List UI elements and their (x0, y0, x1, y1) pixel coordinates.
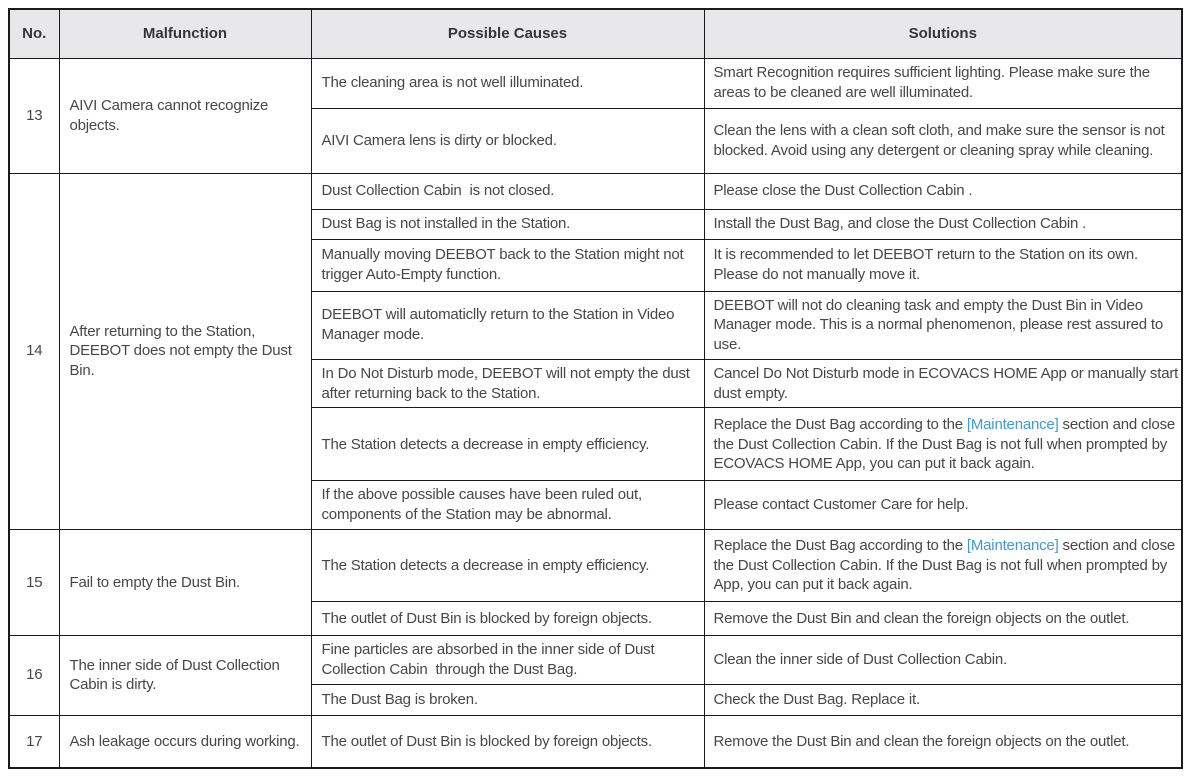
maintenance-link[interactable]: [Maintenance] (966, 536, 1059, 554)
troubleshooting-table (8, 8, 1183, 769)
table-header-row (9, 9, 1182, 58)
malfunction-cell: After returning to the Station, DEEBOT does not empty the Dust Bin. (59, 173, 311, 530)
solution-cell: Clean the lens with a clean soft cloth, and make sure the sensor is not blocked. Avoid using any detergent or cleaning spray while cleaning. (704, 108, 1182, 173)
solution-cell (704, 530, 1182, 602)
col-header-no: No. (9, 9, 59, 58)
solution-cell: Smart Recognition requires sufficient lighting. Please make sure the areas to be cleaned are well illuminated. (704, 58, 1182, 108)
cause-cell: The cleaning area is not well illuminated. (311, 58, 704, 108)
cause-cell: The Station detects a decrease in empty efficiency. (311, 530, 704, 602)
table-row (9, 530, 1182, 602)
row-number-14: 14 (9, 173, 59, 530)
solution-cell (704, 408, 1182, 481)
solution-cell: Please contact Customer Care for help. (704, 481, 1182, 530)
solution-text: section and close the Dust Collection Cabin. If the Dust Bag is not full when prompted by App, you can put it back again. (713, 536, 1179, 594)
cause-cell: Fine particles are absorbed in the inner side of Dust Collection Cabin through the Dust Bag. (311, 636, 704, 685)
cause-cell: AIVI Camera lens is dirty or blocked. (311, 108, 704, 173)
solution-cell: Check the Dust Bag. Replace it. (704, 684, 1182, 715)
solution-cell: Please close the Dust Collection Cabin . (704, 173, 1182, 209)
solution-cell: Clean the inner side of Dust Collection Cabin. (704, 636, 1182, 685)
solution-text: section and close the Dust Collection Cabin. If the Dust Bag is not full when prompted by ECOVACS HOME App, you can put it back again. (713, 415, 1179, 473)
solution-cell: Remove the Dust Bin and clean the foreign objects on the outlet. (704, 602, 1182, 636)
malfunction-cell: AIVI Camera cannot recognize objects. (59, 58, 311, 173)
solution-cell: Install the Dust Bag, and close the Dust Collection Cabin . (704, 209, 1182, 239)
solution-text: Replace the Dust Bag according to the (713, 415, 967, 433)
cause-cell: Dust Bag is not installed in the Station. (311, 209, 704, 239)
col-header-solutions: Solutions (704, 9, 1182, 58)
cause-cell: The outlet of Dust Bin is blocked by foreign objects. (311, 602, 704, 636)
solution-cell: Remove the Dust Bin and clean the foreign objects on the outlet. (704, 715, 1182, 768)
row-number-13: 13 (9, 58, 59, 173)
table-row (9, 173, 1182, 209)
cause-cell: Dust Collection Cabin is not closed. (311, 173, 704, 209)
cause-cell: DEEBOT will automaticlly return to the Station in Video Manager mode. (311, 291, 704, 359)
solution-cell: DEEBOT will not do cleaning task and empty the Dust Bin in Video Manager mode. This is a normal phenomenon, please rest assured to use. (704, 291, 1182, 359)
solution-cell: It is recommended to let DEEBOT return to the Station on its own. Please do not manually move it. (704, 239, 1182, 291)
malfunction-cell: The inner side of Dust Collection Cabin is dirty. (59, 636, 311, 716)
malfunction-cell: Fail to empty the Dust Bin. (59, 530, 311, 636)
cause-cell: The Dust Bag is broken. (311, 684, 704, 715)
row-number-17: 17 (9, 715, 59, 768)
table-row (9, 636, 1182, 685)
cause-cell: The outlet of Dust Bin is blocked by foreign objects. (311, 715, 704, 768)
maintenance-link[interactable]: [Maintenance] (966, 415, 1059, 433)
row-number-16: 16 (9, 636, 59, 716)
row-number-15: 15 (9, 530, 59, 636)
cause-cell: If the above possible causes have been ruled out, components of the Station may be abnormal. (311, 481, 704, 530)
cause-cell: In Do Not Disturb mode, DEEBOT will not empty the dust after returning back to the Station. (311, 359, 704, 408)
malfunction-cell: Ash leakage occurs during working. (59, 715, 311, 768)
cause-cell: The Station detects a decrease in empty efficiency. (311, 408, 704, 481)
col-header-possible-causes: Possible Causes (311, 9, 704, 58)
table-row (9, 58, 1182, 108)
col-header-malfunction: Malfunction (59, 9, 311, 58)
table-row (9, 715, 1182, 768)
solution-cell: Cancel Do Not Disturb mode in ECOVACS HOME App or manually start dust empty. (704, 359, 1182, 408)
cause-cell: Manually moving DEEBOT back to the Station might not trigger Auto-Empty function. (311, 239, 704, 291)
solution-text: Replace the Dust Bag according to the (713, 536, 967, 554)
